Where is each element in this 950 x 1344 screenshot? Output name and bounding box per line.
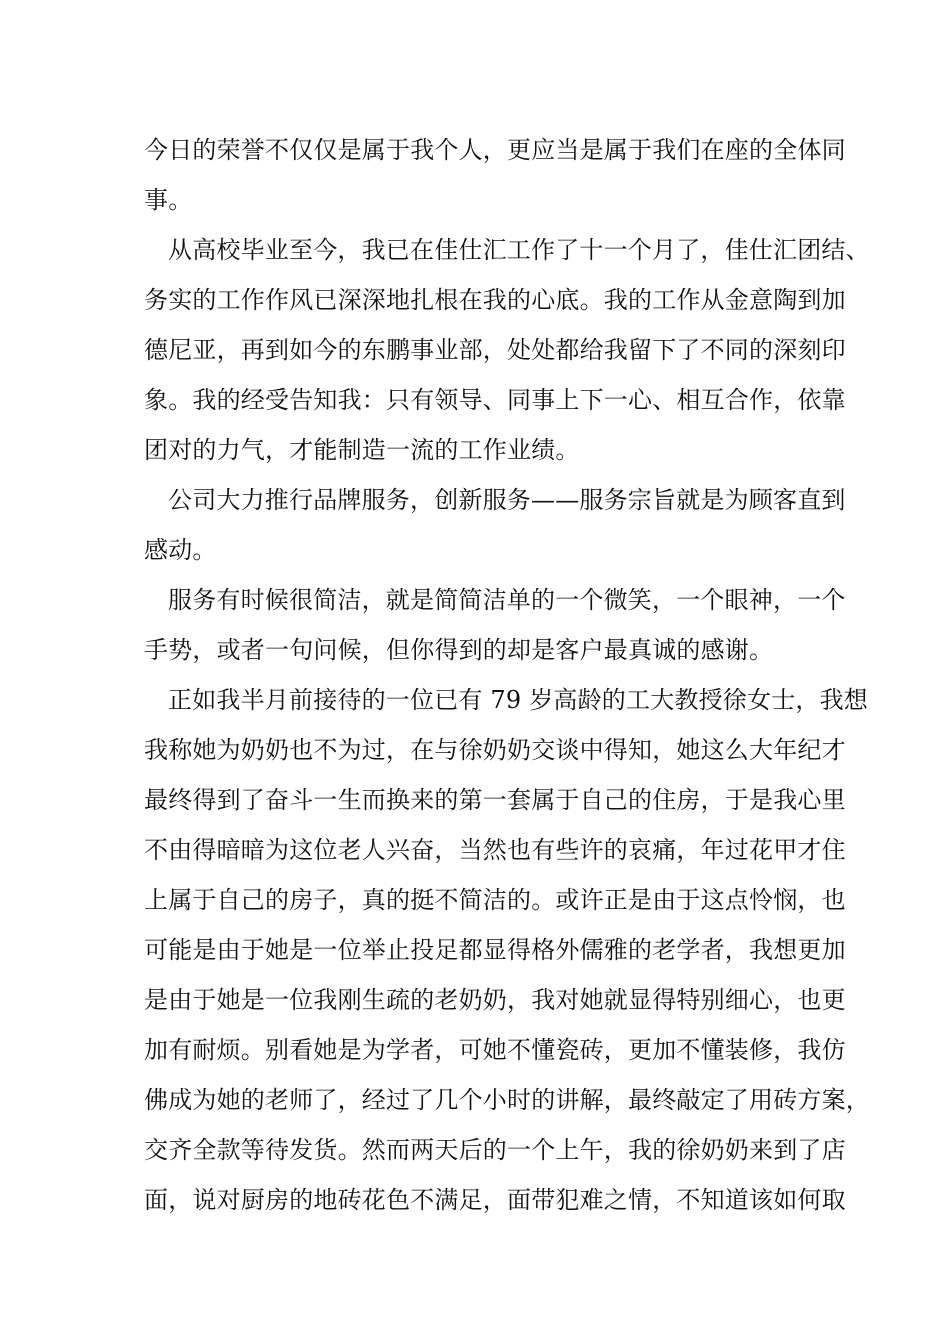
text-line: 交齐全款等待发货。然而两天后的一个上午，我的徐奶奶来到了店 [144,1136,846,1164]
text-line: 今日的荣誉不仅仅是属于我个人，更应当是属于我们在座的全体同 [144,136,846,164]
text-line: 感动。 [144,536,217,564]
paragraph-start-line: 公司大力推行品牌服务，创新服务——服务宗旨就是为顾客直到 [168,486,846,514]
text-line: 手势，或者一句问候，但你得到的却是客户最真诚的感谢。 [144,636,774,664]
text-line: 加有耐烦。别看她是为学者，可她不懂瓷砖，更加不懂装修，我仿 [144,1036,846,1064]
text-line: 德尼亚，再到如今的东鹏事业部，处处都给我留下了不同的深刻印 [144,336,846,364]
paragraph-start-line: 服务有时候很简洁，就是简简洁单的一个微笑，一个眼神，一个 [168,586,846,614]
paragraph-start-line: 正如我半月前接待的一位已有 79 岁高龄的工大教授徐女士，我想 [168,686,868,714]
text-line: 团对的力气，才能制造一流的工作业绩。 [144,436,580,464]
text-line: 面，说对厨房的地砖花色不满足，面带犯难之情，不知道该如何取 [144,1186,846,1214]
text-line: 务实的工作作风已深深地扎根在我的心底。我的工作从金意陶到加 [144,286,846,314]
text-line: 是由于她是一位我刚生疏的老奶奶，我对她就显得特别细心，也更 [144,986,846,1014]
text-line: 象。我的经受告知我：只有领导、同事上下一心、相互合作，依靠 [144,386,846,414]
text-line: 我称她为奶奶也不为过，在与徐奶奶交谈中得知，她这么大年纪才 [144,736,846,764]
text-line: 不由得暗暗为这位老人兴奋，当然也有些许的哀痛，年过花甲才住 [144,836,846,864]
paragraph-start-line: 从高校毕业至今，我已在佳仕汇工作了十一个月了，佳仕汇团结、 [168,236,870,264]
text-line: 可能是由于她是一位举止投足都显得格外儒雅的老学者，我想更加 [144,936,846,964]
text-line: 上属于自己的房子，真的挺不简洁的。或许正是由于这点怜悯，也 [144,886,846,914]
text-line: 事。 [144,186,193,214]
text-line: 最终得到了奋斗一生而换来的第一套属于自己的住房，于是我心里 [144,786,846,814]
text-line: 佛成为她的老师了，经过了几个小时的讲解，最终敲定了用砖方案， [144,1086,870,1114]
